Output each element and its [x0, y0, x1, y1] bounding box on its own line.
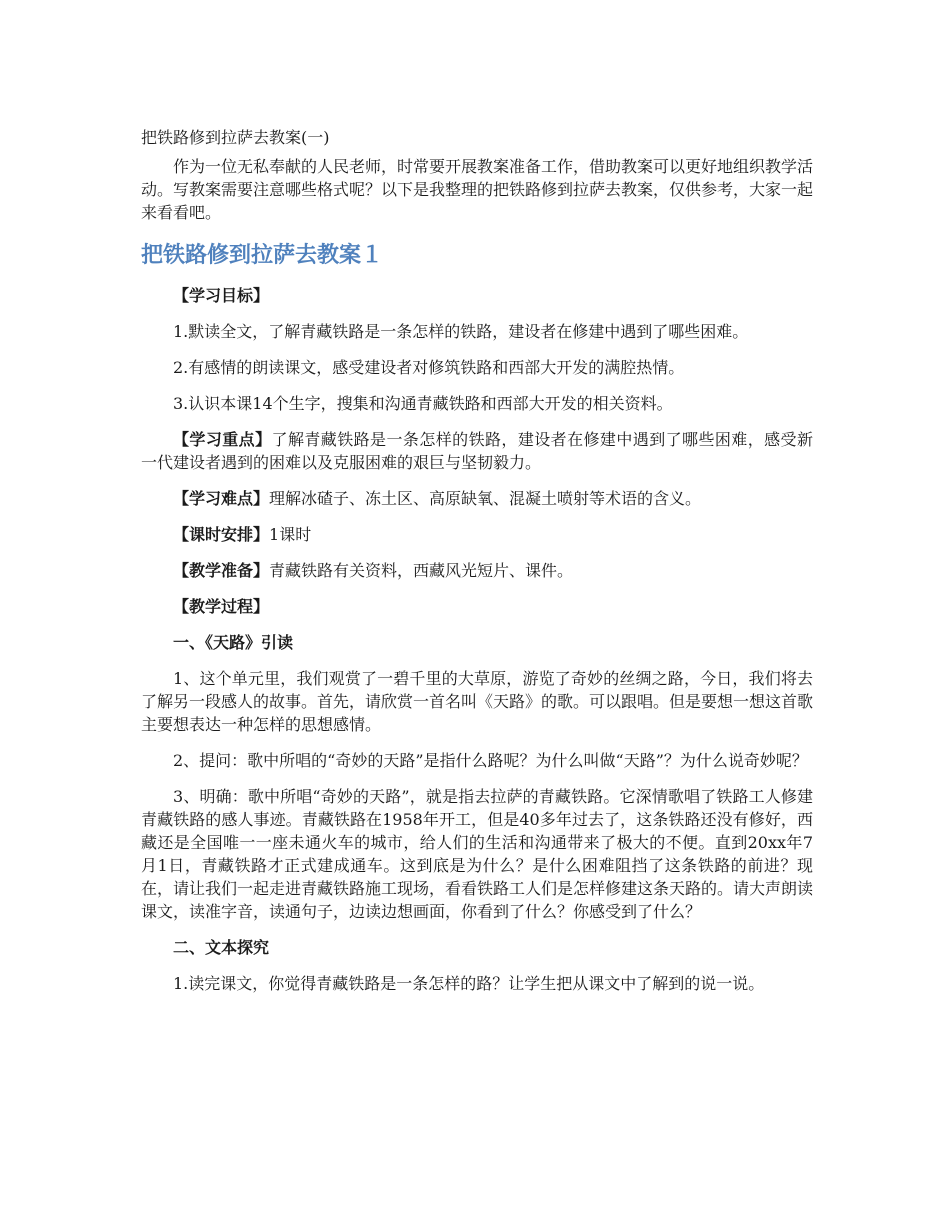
goals-label: 【学习目标】	[173, 286, 270, 305]
part1-paragraph-2: 2、提问：歌中所唱的“奇妙的天路”是指什么路呢？为什么叫做“天路”？为什么说奇妙呢？	[173, 751, 808, 770]
part1-paragraph-1: 1、这个单元里，我们观赏了一碧千里的大草原，游览了奇妙的丝绸之路，今日，我们将去了解另一段感人的故事。首先，请欣赏一首名叫《天路》的歌。可以跟唱。但是要想一想这首歌主要想表达一种怎样的思想感情。	[141, 669, 814, 734]
schedule-label: 【课时安排】	[173, 525, 270, 544]
section-heading: 把铁路修到拉萨去教案１	[141, 242, 384, 268]
part1-heading: 一、《天路》引读	[173, 633, 294, 652]
process-label: 【教学过程】	[173, 597, 270, 616]
preparation-paragraph	[141, 559, 813, 582]
goal-item-2: 2.有感情的朗读课文，感受建设者对修筑铁路和西部大开发的满腔热情。	[173, 358, 685, 377]
part2-paragraph-1: 1.读完课文，你觉得青藏铁路是一条怎样的路？让学生把从课文中了解到的说一说。	[173, 974, 765, 993]
document-title: 把铁路修到拉萨去教案(一)	[141, 128, 330, 147]
intro-paragraph: 作为一位无私奉献的人民老师，时常要开展教案准备工作，借助教案可以更好地组织教学活动。写教案需要注意哪些格式呢？以下是我整理的把铁路修到拉萨去教案，仅供参考，大家一起来看看吧。	[141, 157, 814, 222]
key-points-paragraph	[141, 428, 813, 474]
difficulties-label: 【学习难点】	[173, 489, 270, 508]
document-page	[141, 126, 813, 1008]
key-points-label: 【学习重点】	[173, 430, 272, 449]
part2-heading: 二、文本探究	[173, 938, 270, 957]
goal-item-3: 3.认识本课14个生字，搜集和沟通青藏铁路和西部大开发的相关资料。	[173, 394, 673, 413]
goal-item-1: 1.默读全文，了解青藏铁路是一条怎样的铁路，建设者在修建中遇到了哪些困难。	[173, 322, 749, 341]
preparation-label: 【教学准备】	[173, 561, 270, 580]
preparation-text: 青藏铁路有关资料，西藏风光短片、课件。	[269, 561, 574, 580]
part1-paragraph-3: 3、明确：歌中所唱“奇妙的天路”，就是指去拉萨的青藏铁路。它深情歌唱了铁路工人修建青藏铁路的感人事迹。青藏铁路在1958年开工，但是40多年过去了，这条铁路还没有修好，西藏还是全国唯一一座未通火车的城市，给人们的生活和沟通带来了极大的不便。直到20xx年7月1日，青藏铁路才正式建成通车。这到底是为什么？是什么困难阻挡了这条铁路的前进？现在，请让我们一起走进青藏铁路施工现场，看看铁路工人们是怎样修建这条天路的。请大声朗读课文，读准字音，读通句子，边读边想画面，你看到了什么？你感受到了什么？	[141, 787, 814, 921]
difficulties-paragraph	[141, 487, 813, 510]
schedule-text: 1课时	[269, 525, 312, 544]
key-points-text: 了解青藏铁路是一条怎样的铁路，建设者在修建中遇到了哪些困难，感受新一代建设者遇到的困难以及克服困难的艰巨与坚韧毅力。	[141, 430, 813, 472]
schedule-paragraph	[141, 523, 813, 546]
difficulties-text: 理解冰碴子、冻土区、高原缺氧、混凝土喷射等术语的含义。	[269, 489, 702, 508]
